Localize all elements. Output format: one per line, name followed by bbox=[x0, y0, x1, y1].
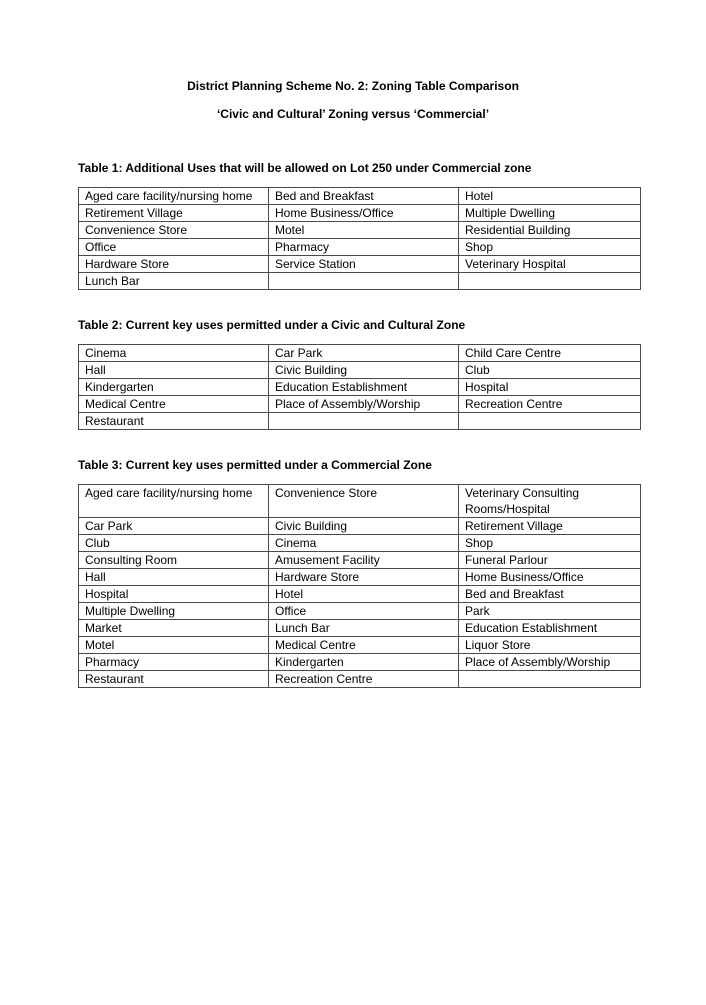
table-cell: Pharmacy bbox=[79, 654, 269, 671]
table-cell: Lunch Bar bbox=[269, 620, 459, 637]
table-cell: Funeral Parlour bbox=[459, 552, 641, 569]
table-cell: Car Park bbox=[269, 345, 459, 362]
table2-caption: Table 2: Current key uses permitted under a Civic and Cultural Zone bbox=[78, 318, 466, 332]
table-cell: Hotel bbox=[269, 586, 459, 603]
table-cell: Hardware Store bbox=[269, 569, 459, 586]
table-cell: Place of Assembly/Worship bbox=[269, 396, 459, 413]
table-cell: Shop bbox=[459, 535, 641, 552]
table-row bbox=[79, 379, 641, 396]
table-cell: Service Station bbox=[269, 256, 459, 273]
table-cell bbox=[459, 413, 641, 430]
table-cell: Aged care facility/nursing home bbox=[79, 188, 269, 205]
table-cell bbox=[459, 671, 641, 688]
table-row bbox=[79, 569, 641, 586]
table-cell bbox=[459, 273, 641, 290]
table-cell: Kindergarten bbox=[269, 654, 459, 671]
table-cell: Medical Centre bbox=[269, 637, 459, 654]
table-cell bbox=[269, 273, 459, 290]
table1-caption: Table 1: Additional Uses that will be allowed on Lot 250 under Commercial zone bbox=[78, 161, 532, 175]
table-cell: Home Business/Office bbox=[269, 205, 459, 222]
table-cell: Office bbox=[79, 239, 269, 256]
table-cell: Medical Centre bbox=[79, 396, 269, 413]
document-subtitle: ‘Civic and Cultural’ Zoning versus ‘Commercial’ bbox=[216, 107, 490, 121]
table-cell: Hardware Store bbox=[79, 256, 269, 273]
table2-civic-cultural-uses bbox=[78, 344, 641, 430]
table-cell: Hotel bbox=[459, 188, 641, 205]
table-cell: Veterinary Consulting Rooms/Hospital bbox=[459, 485, 641, 518]
table-row bbox=[79, 256, 641, 273]
table-cell: Bed and Breakfast bbox=[459, 586, 641, 603]
table-row bbox=[79, 620, 641, 637]
table-cell: Hall bbox=[79, 362, 269, 379]
table-cell: Liquor Store bbox=[459, 637, 641, 654]
table-row bbox=[79, 586, 641, 603]
table-cell: Pharmacy bbox=[269, 239, 459, 256]
table-cell: Multiple Dwelling bbox=[79, 603, 269, 620]
table-cell: Market bbox=[79, 620, 269, 637]
table-cell: Office bbox=[269, 603, 459, 620]
table-cell: Home Business/Office bbox=[459, 569, 641, 586]
table-row bbox=[79, 362, 641, 379]
table-cell: Veterinary Hospital bbox=[459, 256, 641, 273]
table-cell: Convenience Store bbox=[269, 485, 459, 518]
table-cell: Retirement Village bbox=[79, 205, 269, 222]
table-cell: Motel bbox=[269, 222, 459, 239]
table-cell: Car Park bbox=[79, 518, 269, 535]
table-cell: Civic Building bbox=[269, 362, 459, 379]
table-cell: Lunch Bar bbox=[79, 273, 269, 290]
table-cell: Residential Building bbox=[459, 222, 641, 239]
table-row bbox=[79, 518, 641, 535]
table-cell: Restaurant bbox=[79, 671, 269, 688]
table-cell: Aged care facility/nursing home bbox=[79, 485, 269, 518]
table-cell: Convenience Store bbox=[79, 222, 269, 239]
table-cell: Place of Assembly/Worship bbox=[459, 654, 641, 671]
table-cell: Cinema bbox=[269, 535, 459, 552]
table3-caption: Table 3: Current key uses permitted under a Commercial Zone bbox=[78, 458, 432, 472]
table-row bbox=[79, 552, 641, 569]
table-cell: Education Establishment bbox=[269, 379, 459, 396]
table-row bbox=[79, 654, 641, 671]
table-row bbox=[79, 222, 641, 239]
table-cell: Education Establishment bbox=[459, 620, 641, 637]
table-row bbox=[79, 671, 641, 688]
table-cell: Club bbox=[459, 362, 641, 379]
table-row bbox=[79, 396, 641, 413]
table-cell: Civic Building bbox=[269, 518, 459, 535]
table-cell: Park bbox=[459, 603, 641, 620]
table-cell: Multiple Dwelling bbox=[459, 205, 641, 222]
table-cell: Shop bbox=[459, 239, 641, 256]
table-cell: Hospital bbox=[459, 379, 641, 396]
table-cell: Motel bbox=[79, 637, 269, 654]
document-title: District Planning Scheme No. 2: Zoning Table Comparison bbox=[187, 79, 519, 93]
table-cell: Restaurant bbox=[79, 413, 269, 430]
table-row bbox=[79, 239, 641, 256]
table-cell: Consulting Room bbox=[79, 552, 269, 569]
table-row bbox=[79, 603, 641, 620]
table-row bbox=[79, 273, 641, 290]
table-row bbox=[79, 205, 641, 222]
table-cell: Kindergarten bbox=[79, 379, 269, 396]
table-row bbox=[79, 413, 641, 430]
table-cell: Hall bbox=[79, 569, 269, 586]
table-cell: Retirement Village bbox=[459, 518, 641, 535]
table-cell: Club bbox=[79, 535, 269, 552]
table-cell: Cinema bbox=[79, 345, 269, 362]
table-cell: Child Care Centre bbox=[459, 345, 641, 362]
table-row bbox=[79, 637, 641, 654]
table-cell: Bed and Breakfast bbox=[269, 188, 459, 205]
table-cell: Recreation Centre bbox=[269, 671, 459, 688]
table-cell: Hospital bbox=[79, 586, 269, 603]
table-row bbox=[79, 535, 641, 552]
table-row bbox=[79, 485, 641, 518]
table-cell: Recreation Centre bbox=[459, 396, 641, 413]
table1-additional-uses bbox=[78, 187, 641, 290]
table-row bbox=[79, 345, 641, 362]
table3-commercial-uses bbox=[78, 484, 641, 688]
table-cell: Amusement Facility bbox=[269, 552, 459, 569]
table-cell bbox=[269, 413, 459, 430]
table-row bbox=[79, 188, 641, 205]
